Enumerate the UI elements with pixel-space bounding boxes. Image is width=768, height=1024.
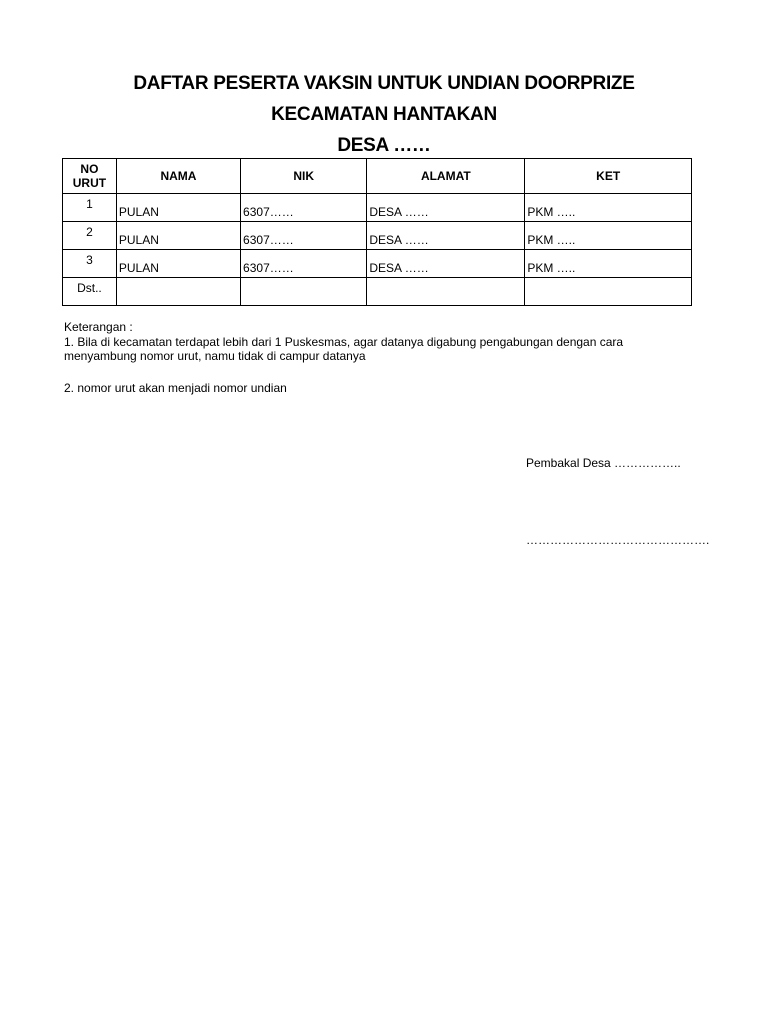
header-alamat: ALAMAT	[367, 159, 525, 194]
table-header-row	[63, 159, 692, 194]
header-no-line1: NO	[80, 162, 99, 176]
cell-nik: 6307……	[241, 250, 367, 278]
note-item-1-line-1: 1. Bila di kecamatan terdapat lebih dari 1 Puskesmas, agar datanya digabung pengabungan dengan cara	[64, 334, 624, 349]
cell-nik: 6307……	[241, 222, 367, 250]
cell-nik	[241, 278, 367, 306]
title-line-1: DAFTAR PESERTA VAKSIN UNTUK UNDIAN DOORPRIZE	[133, 73, 635, 94]
cell-no: Dst..	[63, 278, 117, 306]
cell-alamat: DESA ……	[367, 194, 525, 222]
note-item-1-line-2: menyambung nomor urut, namu tidak di campur datanya	[64, 349, 366, 363]
cell-nama: PULAN	[116, 194, 240, 222]
table-row	[63, 250, 692, 278]
signature-line: ……………………………………….	[526, 533, 710, 547]
title-line-3: DESA ……	[337, 135, 431, 156]
header-no-line2: URUT	[72, 176, 107, 190]
table-row	[63, 278, 692, 306]
signature-label: Pembakal Desa ……………..	[526, 456, 681, 470]
header-nik: NIK	[241, 159, 367, 194]
cell-nik: 6307……	[241, 194, 367, 222]
cell-alamat: DESA ……	[367, 222, 525, 250]
notes-heading: Keterangan :	[64, 320, 133, 334]
cell-no: 3	[63, 250, 117, 278]
participant-table	[62, 158, 692, 306]
document-title	[0, 68, 768, 161]
cell-no: 2	[63, 222, 117, 250]
header-ket: KET	[525, 159, 692, 194]
cell-nama: PULAN	[116, 222, 240, 250]
cell-no: 1	[63, 194, 117, 222]
cell-nama	[116, 278, 240, 306]
note-item-2: 2. nomor urut akan menjadi nomor undian	[64, 380, 287, 395]
cell-ket: PKM …..	[525, 222, 692, 250]
cell-alamat: DESA ……	[367, 250, 525, 278]
cell-ket: PKM …..	[525, 194, 692, 222]
table-row	[63, 222, 692, 250]
table-row	[63, 194, 692, 222]
notes-section	[64, 320, 664, 395]
header-nama: NAMA	[116, 159, 240, 194]
title-line-2: KECAMATAN HANTAKAN	[271, 104, 497, 125]
cell-ket: PKM …..	[525, 250, 692, 278]
cell-alamat	[367, 278, 525, 306]
cell-ket	[525, 278, 692, 306]
header-no-urut	[63, 159, 117, 194]
cell-nama: PULAN	[116, 250, 240, 278]
